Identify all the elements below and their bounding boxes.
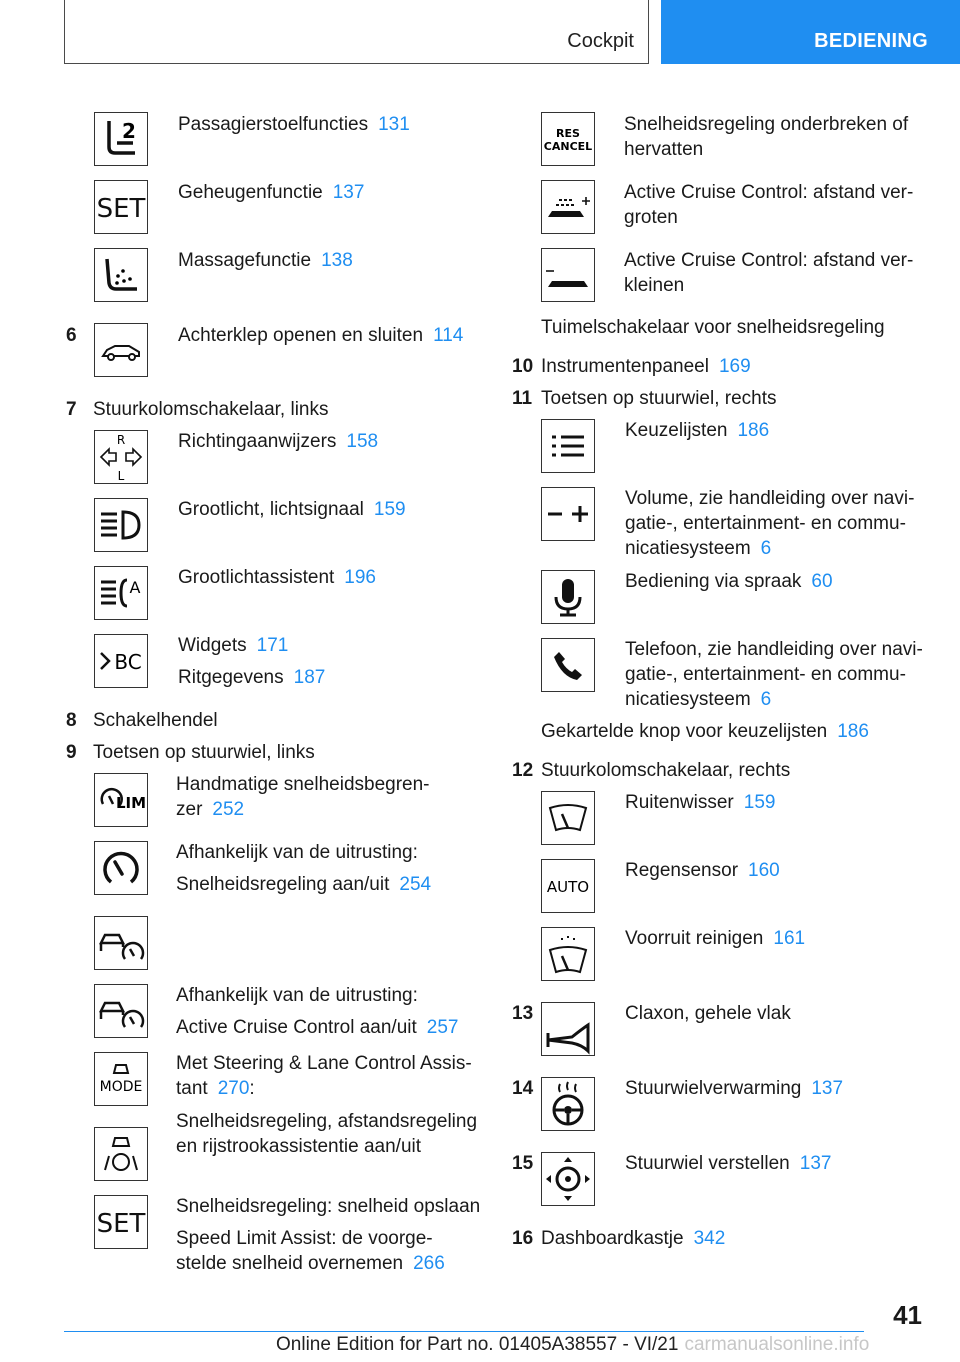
set-icon [94, 180, 148, 234]
item-cc-condition: Afhankelijk van de uitrusting: [176, 842, 418, 863]
high-beam-icon [94, 498, 148, 552]
header-chapter-box [64, 0, 649, 64]
page-ref[interactable]: 6 [760, 689, 772, 710]
high-beam-assist-icon [94, 566, 148, 620]
svg-text:AUTO: AUTO [546, 878, 590, 896]
item-steering-assist-2: tant 270: [176, 1078, 255, 1099]
massage-seat-icon [94, 248, 148, 302]
page-ref[interactable]: 270 [217, 1078, 250, 1099]
svg-text:RES: RES [556, 127, 580, 140]
item-selection-lists: Keuzelijsten 186 [625, 420, 770, 441]
page-ref[interactable]: 137 [332, 182, 365, 203]
page-ref[interactable]: 342 [693, 1228, 726, 1249]
item-volume-1: Volume, zie handleiding over navi- [625, 488, 915, 509]
item-acc-distance-down-1: Active Cruise Control: afstand ver- [624, 250, 914, 271]
mode-icon [94, 1052, 148, 1106]
lane-assist-icon [94, 1127, 148, 1181]
page-ref[interactable]: 171 [256, 635, 289, 656]
item-speed-limit-assist-2: stelde snelheid overnemen 266 [176, 1253, 445, 1274]
item-save-speed: Snelheidsregeling: snelheid opslaan [176, 1196, 481, 1217]
watermark: carmanualsonline.info [684, 1334, 870, 1355]
item-acc-distance-down-2: kleinen [624, 275, 685, 296]
phone-icon [541, 638, 595, 692]
page-ref[interactable]: 186 [837, 721, 869, 742]
page-ref[interactable]: 138 [321, 250, 353, 271]
item-number: 15 [512, 1153, 534, 1174]
svg-text:LIM: LIM [115, 794, 147, 812]
item-active-cruise: Active Cruise Control aan/uit 257 [176, 1017, 459, 1038]
svg-text:MODE: MODE [99, 1079, 143, 1095]
svg-text:L: L [117, 469, 125, 483]
microphone-icon [541, 570, 595, 624]
item-number: 7 [66, 399, 77, 420]
item-speed-limiter-2: zer 252 [176, 799, 245, 820]
item-cruise-control: Snelheidsregeling aan/uit 254 [176, 874, 432, 895]
item-wiper: Ruitenwisser 159 [625, 792, 776, 813]
page-ref[interactable]: 160 [748, 860, 780, 881]
svg-text:SET: SET [96, 1209, 146, 1239]
item-volume-3: nicatiesysteem 6 [625, 538, 772, 559]
item-steering-assist-3: Snelheidsregeling, afstandsregeling [176, 1111, 478, 1132]
item-volume-2: gatie-, entertainment- en commu- [625, 513, 906, 534]
item-acc-distance-up-2: groten [624, 207, 678, 228]
section-title: BEDIENING [814, 30, 928, 52]
item-steering-assist-4: en rijstrookassistentie aan/uit [176, 1136, 422, 1157]
svg-text:R: R [116, 433, 126, 447]
item-thumbwheel: Gekartelde knop voor keuzelijsten 186 [541, 721, 869, 742]
res-cancel-icon [541, 112, 595, 166]
item-number: 8 [66, 710, 77, 731]
list-icon [541, 419, 595, 473]
heading-gear-lever: Schakelhendel [93, 710, 218, 731]
page-ref[interactable]: 257 [426, 1017, 459, 1038]
page-ref[interactable]: 254 [399, 874, 432, 895]
volume-icon [541, 487, 595, 541]
item-widgets: Widgets 171 [178, 635, 289, 656]
item-number: 13 [512, 1003, 534, 1024]
item-high-beam-assist: Grootlichtassistent 196 [178, 567, 376, 588]
item-number: 11 [512, 388, 533, 409]
turn-signal-icon [94, 430, 148, 484]
page-number: 41 [893, 1300, 922, 1330]
svg-text:BC: BC [114, 650, 142, 674]
item-washer: Voorruit reinigen 161 [625, 928, 806, 949]
page-ref[interactable]: 187 [293, 667, 326, 688]
item-speed-limit-assist-1: Speed Limit Assist: de voorge- [176, 1228, 433, 1249]
page-ref[interactable]: 6 [760, 538, 772, 559]
heading-right-wheel-buttons: Toetsen op stuurwiel, rechts [541, 388, 777, 409]
page-ref[interactable]: 196 [344, 567, 376, 588]
item-high-beam: Grootlicht, lichtsignaal 159 [178, 499, 406, 520]
steering-adjust-icon [541, 1152, 595, 1206]
page-ref[interactable]: 159 [373, 499, 406, 520]
item-glovebox: Dashboardkastje 342 [541, 1228, 726, 1249]
page-ref[interactable]: 114 [433, 325, 464, 346]
set-icon [94, 1195, 148, 1249]
distance-increase-icon [541, 180, 595, 234]
page-ref[interactable]: 60 [811, 571, 833, 592]
item-steering-adjust: Stuurwiel verstellen 137 [625, 1153, 832, 1174]
speed-limiter-icon [94, 773, 148, 827]
item-tailgate: Achterklep openen en sluiten 114 [178, 325, 464, 346]
item-voice-control: Bediening via spraak 60 [625, 571, 833, 592]
page-ref[interactable]: 266 [413, 1253, 445, 1274]
svg-text:SET: SET [96, 194, 146, 224]
item-acc-condition: Afhankelijk van de uitrusting: [176, 985, 418, 1006]
page-ref[interactable]: 186 [737, 420, 770, 441]
item-rain-sensor: Regensensor 160 [625, 860, 780, 881]
item-number: 6 [66, 325, 77, 346]
auto-icon [541, 859, 595, 913]
item-number: 16 [512, 1228, 534, 1249]
seat-memory-2-icon [94, 112, 148, 166]
item-rocker-switch: Tuimelschakelaar voor snelheidsregeling [541, 317, 885, 338]
item-steering-assist-1: Met Steering & Lane Control Assis- [176, 1053, 472, 1074]
item-number: 12 [512, 760, 534, 781]
item-number: 14 [512, 1078, 534, 1099]
distance-decrease-icon [541, 248, 595, 302]
item-phone-1: Telefoon, zie handleiding over navi- [625, 639, 923, 660]
page-ref[interactable]: 137 [811, 1078, 844, 1099]
header-section-box [661, 0, 960, 64]
item-cc-pause-2: hervatten [624, 139, 704, 160]
item-horn: Claxon, gehele vlak [625, 1003, 791, 1024]
page-ref[interactable]: 137 [799, 1153, 832, 1174]
steering-heat-icon [541, 1077, 595, 1131]
chapter-title: Cockpit [567, 30, 634, 52]
item-speed-limiter-1: Handmatige snelheidsbegren- [176, 774, 430, 795]
page-ref[interactable]: 159 [743, 792, 776, 813]
page-ref[interactable]: 131 [378, 114, 410, 135]
horn-icon [541, 1002, 595, 1056]
item-number: 9 [66, 742, 77, 763]
item-instrument-panel: Instrumentenpaneel 169 [541, 356, 751, 377]
svg-text:CANCEL: CANCEL [543, 140, 593, 153]
active-cruise-icon [94, 984, 148, 1038]
page-ref[interactable]: 169 [718, 356, 751, 377]
item-phone-3: nicatiesysteem 6 [625, 689, 772, 710]
item-cc-pause-1: Snelheidsregeling onderbreken of [624, 114, 909, 135]
item-passenger-seat: Passagierstoelfuncties 131 [178, 114, 410, 135]
heading-left-stalk: Stuurkolomschakelaar, links [93, 399, 329, 420]
bc-button-icon [94, 634, 148, 688]
heading-left-wheel-buttons: Toetsen op stuurwiel, links [93, 742, 315, 763]
page-ref[interactable]: 252 [212, 799, 245, 820]
item-steering-heat: Stuurwielverwarming 137 [625, 1078, 844, 1099]
item-acc-distance-up-1: Active Cruise Control: afstand ver- [624, 182, 914, 203]
page-ref[interactable]: 161 [773, 928, 806, 949]
item-number: 10 [512, 356, 534, 377]
item-massage: Massagefunctie 138 [178, 250, 353, 271]
cruise-control-icon [94, 841, 148, 895]
svg-text:A: A [129, 578, 141, 597]
item-turn-signals: Richtingaanwijzers 158 [178, 431, 379, 452]
item-memory: Geheugenfunctie 137 [178, 182, 365, 203]
heading-right-stalk: Stuurkolomschakelaar, rechts [541, 760, 791, 781]
footer-edition: Online Edition for Part no. 01405A38557 - VI/21 carmanualsonline.info [276, 1334, 870, 1355]
active-cruise-icon [94, 916, 148, 970]
item-phone-2: gatie-, entertainment- en commu- [625, 664, 906, 685]
washer-icon [541, 927, 595, 981]
footer-divider [64, 1331, 864, 1332]
svg-text:2: 2 [122, 119, 136, 143]
item-trip-data: Ritgegevens 187 [178, 667, 326, 688]
wiper-icon [541, 791, 595, 845]
car-tailgate-icon [94, 323, 148, 377]
page-ref[interactable]: 158 [346, 431, 379, 452]
